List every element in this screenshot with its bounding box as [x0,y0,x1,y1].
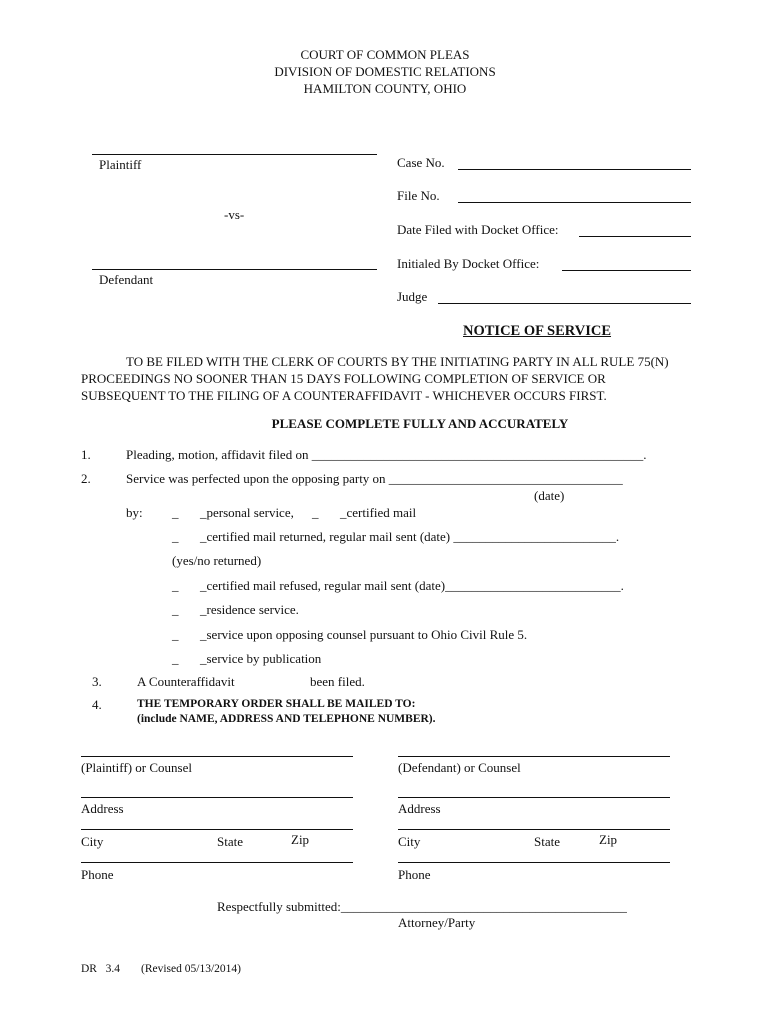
item-number-4: 4. [92,697,102,712]
respectfully-submitted-field[interactable]: Respectfully submitted:____________________________________________ [217,899,627,914]
item-2-service[interactable]: Service was perfected upon the opposing party on ____________________________________ [126,471,623,486]
yes-no-returned: (yes/no returned) [172,553,262,568]
plaintiff-phone-field[interactable] [81,862,353,863]
court-name: COURT OF COMMON PLEAS [300,47,470,62]
counteraffidavit-label: A Counteraffidavit [137,674,235,689]
division-name: DIVISION OF DOMESTIC RELATIONS [274,64,496,79]
defendant-phone-label: Phone [398,867,431,882]
been-filed-label: been filed. [310,674,365,689]
defendant-city-label: City [398,834,421,849]
plaintiff-label: Plaintiff [99,157,142,172]
plaintiff-address-field[interactable] [81,797,353,798]
plaintiff-line[interactable] [92,154,377,155]
plaintiff-city-state-zip-field[interactable] [81,829,353,830]
certified-refused-blank[interactable]: _ [172,578,179,593]
service-publication-blank[interactable]: _ [172,651,179,666]
defendant-label: Defendant [99,272,154,287]
date-caption: (date) [534,488,565,503]
instructions-paragraph: TO BE FILED WITH THE CLERK OF COURTS BY THE INITIATING PARTY IN ALL RULE 75(N) PROCEEDINGS NO SOONER THAN 15 DAYS FOLLOWING COMPLETION OF SERVICE OR SUBSEQUENT TO THE FILING OF A COUNTERAFFIDAVIT - WHICHEVER OCCURS FIRST. [81,354,669,403]
certified-returned-option[interactable]: _certified mail returned, regular mail sent (date) _________________________. [200,529,620,544]
certified-refused-option[interactable]: _certified mail refused, regular mail sent (date)___________________________. [200,578,624,593]
attorney-party-label: Attorney/Party [398,915,476,930]
item-number-2: 2. [81,471,91,486]
residence-service-option: _residence service. [200,602,299,617]
plaintiff-phone-label: Phone [81,867,114,882]
county-name: HAMILTON COUNTY, OHIO [303,81,467,96]
plaintiff-city-label: City [81,834,104,849]
service-counsel-option: _service upon opposing counsel pursuant to Ohio Civil Rule 5. [200,627,528,642]
certified-returned-blank[interactable]: _ [172,529,179,544]
case-no-label: Case No. [397,155,445,170]
item-1-pleading[interactable]: Pleading, motion, affidavit filed on ___________________________________________________. [126,447,647,462]
service-counsel-blank[interactable]: _ [172,627,179,642]
file-no-label: File No. [397,188,440,203]
defendant-state-label: State [534,834,560,849]
temporary-order-note: (include NAME, ADDRESS AND TELEPHONE NUMBER). [137,713,436,725]
initialed-label: Initialed By Docket Office: [397,256,540,271]
personal-service-option: _personal service, [200,505,294,520]
revised-date: (Revised 05/13/2014) [141,963,241,975]
certified-mail-blank[interactable]: _ [312,505,319,520]
defendant-counsel-label: (Defendant) or Counsel [398,760,521,775]
date-filed-field[interactable] [579,236,691,237]
defendant-counsel-field[interactable] [398,756,670,757]
residence-service-blank[interactable]: _ [172,602,179,617]
certified-mail-option: _certified mail [340,505,417,520]
item-number-1: 1. [81,447,91,462]
personal-service-blank[interactable]: _ [172,505,179,520]
initialed-field[interactable] [562,270,691,271]
form-id: DR 3.4 [81,963,120,975]
defendant-zip-label: Zip [599,832,618,847]
defendant-city-state-zip-field[interactable] [398,829,670,830]
notice-title: NOTICE OF SERVICE [463,323,612,339]
plaintiff-state-label: State [217,834,243,849]
defendant-address-label: Address [398,801,441,816]
please-complete: PLEASE COMPLETE FULLY AND ACCURATELY [271,416,569,431]
plaintiff-counsel-field[interactable] [81,756,353,757]
judge-label: Judge [397,289,428,304]
plaintiff-zip-label: Zip [291,832,310,847]
service-publication-option: _service by publication [200,651,322,666]
defendant-address-field[interactable] [398,797,670,798]
case-no-field[interactable] [458,169,691,170]
defendant-phone-field[interactable] [398,862,670,863]
file-no-field[interactable] [458,202,691,203]
judge-field[interactable] [438,303,691,304]
plaintiff-address-label: Address [81,801,124,816]
vs-label: -vs- [224,207,245,222]
by-label: by: [126,505,143,520]
temporary-order-heading: THE TEMPORARY ORDER SHALL BE MAILED TO: [137,698,416,710]
plaintiff-counsel-label: (Plaintiff) or Counsel [81,760,192,775]
date-filed-label: Date Filed with Docket Office: [397,222,559,237]
defendant-line[interactable] [92,269,377,270]
item-number-3: 3. [92,674,102,689]
